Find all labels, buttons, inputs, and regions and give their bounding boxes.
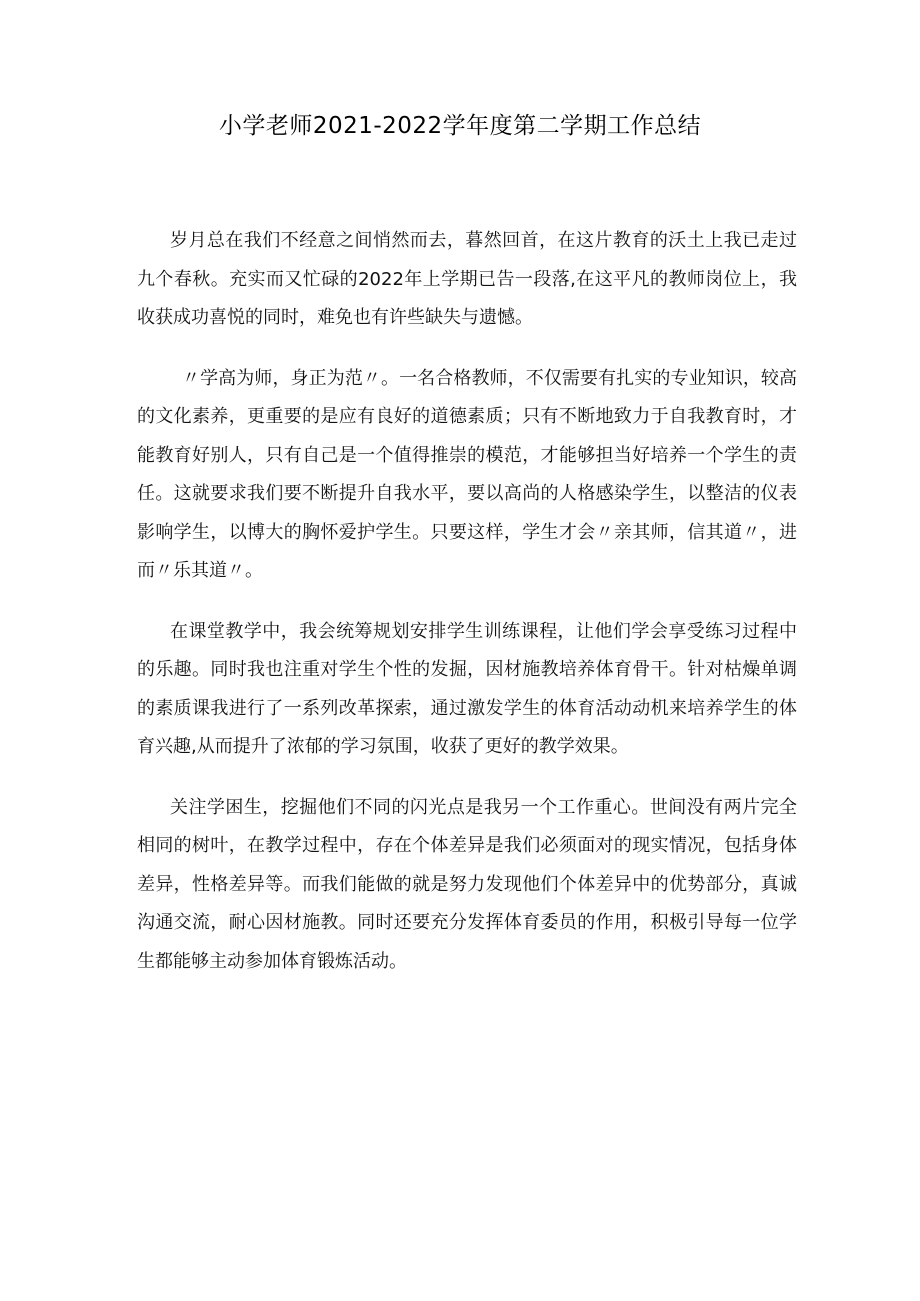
paragraph-struggling-students: 关注学困生，挖掘他们不同的闪光点是我另一个工作重心。世间没有两片完全相同的树叶，在教学过程中，存在个体差异是我们必须面对的现实情况，包括身体差异，性格差异等。而我们能做的就是努力发现他们个体差异中的优势部分，真诚沟通交流，耐心因材施教。同时还要充分发挥体育委员的作用，积极引导每一位学生都能够主动参加体育锻炼活动。 (137, 796, 797, 972)
document-body (137, 222, 797, 1003)
paragraph-classroom-teaching: 在课堂教学中，我会统筹规划安排学生训练课程，让他们学会享受练习过程中的乐趣。同时我也注重对学生个性的发掘，因材施教培养体育骨干。针对枯燥单调的素质课我进行了一系列改革探索，通过激发学生的体育活动动机来培养学生的体育兴趣,从而提升了浓郁的学习氛围，收获了更好的教学效果。 (137, 620, 797, 757)
paragraph-intro: 岁月总在我们不经意之间悄然而去，暮然回首，在这片教育的沃土上我已走过九个春秋。充实而又忙碌的2022年上学期已告一段落,在这平凡的教师岗位上，我收获成功喜悦的同时，难免也有许些缺失与遗憾。 (137, 230, 797, 328)
paragraph-teacher-ethics: 〃学高为师，身正为范〃。一名合格教师，不仅需要有扎实的专业知识，较高的文化素养，更重要的是应有良好的道德素质；只有不断地致力于自我教育时，才能教育好别人，只有自己是一个值得推崇的模范，才能够担当好培养一个学生的责任。这就要求我们要不断提升自我水平，要以高尚的人格感染学生，以整洁的仪表影响学生，以博大的胸怀爱护学生。只要这样，学生才会〃亲其师，信其道〃，进而〃乐其道〃。 (137, 367, 797, 581)
document-title: 小学老师2021-2022学年度第二学期工作总结 (218, 113, 702, 139)
